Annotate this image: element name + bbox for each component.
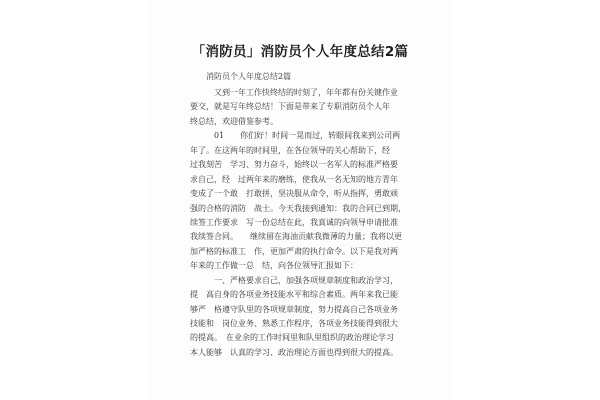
body-line: 过我刻苦 学习、努力奋斗，始终以一名军人的标准严格要 <box>190 160 398 170</box>
body-line: 一、严格要求自己，加强各项规章制度和政治学习， <box>214 275 398 285</box>
document-body <box>190 86 438 360</box>
body-line: 终总结，欢迎借鉴参考。 <box>190 116 278 126</box>
document-page <box>150 0 450 400</box>
body-line: 本人能够 认真的学习、政治理论方面也得到很大的提高。 <box>190 347 398 357</box>
document-subtitle: 消防员个人年度总结2篇 <box>206 72 292 81</box>
body-line: 01 你们好！时间一晃而过，转眼间我来到公司两 <box>214 131 401 141</box>
document-title: 「消防员」消防员个人年度总结2篇 <box>191 44 409 60</box>
body-line: 求自己，经 过两年来的磨练，使我从一名无知的地方青年 <box>190 174 398 184</box>
body-line: 又到一年工作快终结的时刻了，年年都有份关键作业 <box>214 88 398 97</box>
body-line: 够严 格遵守队里的各项规章制度，努力提高自己各项业务 <box>190 304 398 314</box>
body-line: 提 高自身的各项业务技能水平和综合素质。两年来我已能 <box>190 290 398 300</box>
body-line: 加严格的标准工 作，更加严肃的执行命令。以下是我对两 <box>190 246 398 256</box>
body-line: 续签工作要求 写一份总结在此，我真诚的向领导申请批准 <box>190 217 398 227</box>
body-line: 要交，就是写年终总结！下面是带来了专职消防员个人年 <box>190 102 390 112</box>
body-line: 我续签合同。 继续留在海油贡献我微薄的力量；我将以更 <box>190 232 402 242</box>
body-line: 技能和 岗位业务、熟悉工作程序，各项业务技能得到很大 <box>190 319 398 328</box>
body-line: 年了。在这两年的时间里，在各位领导的关心帮助下，经 <box>190 145 390 155</box>
body-line: 的提高。 在业余的工作时间里和队里组织的政治理论学习 <box>190 333 394 343</box>
body-line: 变成了一个敢 打敢拼，坚决服从命令，听从指挥，勇敢顽 <box>190 189 398 199</box>
body-line: 年来的工作做一总 结，向各位领导汇报如下： <box>190 261 358 271</box>
body-line: 强的合格的消防 战士。今天我接到通知：我的合同已到期， <box>190 203 406 213</box>
